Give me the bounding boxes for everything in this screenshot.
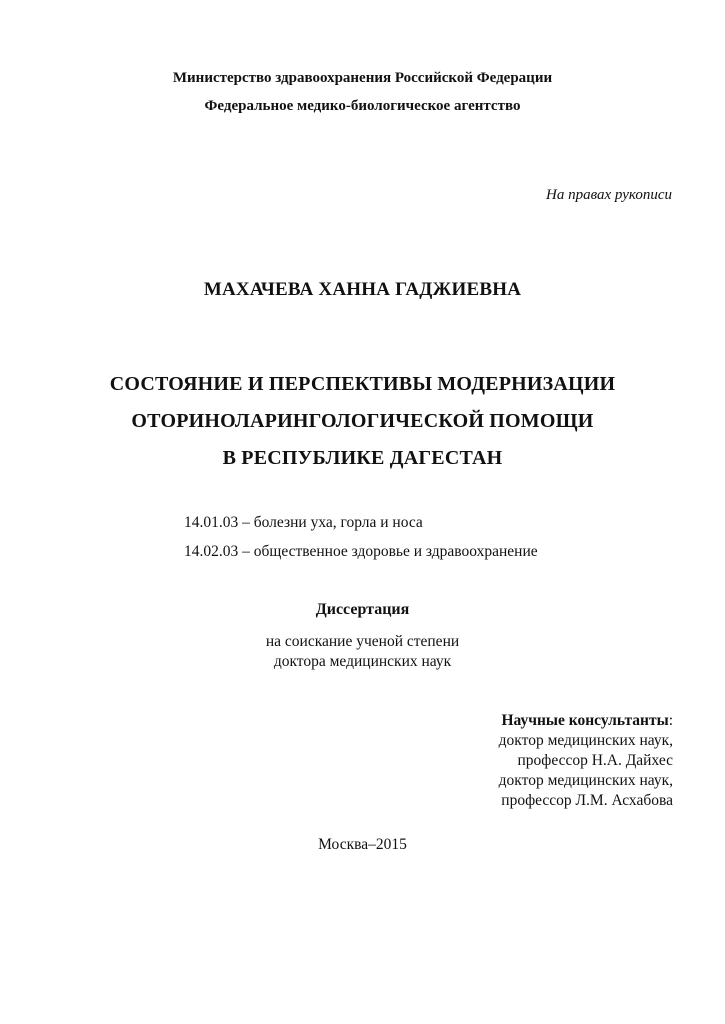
consultant-line: профессор Л.М. Асхабова (501, 792, 673, 809)
rights-note: На правах рукописи (546, 187, 672, 203)
dissertation-label: Диссертация (315, 601, 410, 618)
specialty-code-2: 14.02.03 – общественное здоровье и здравоохранение (184, 543, 538, 560)
ministry-name: Министерство здравоохранения Российской Федерации (172, 70, 553, 86)
title-line-2: ОТОРИНОЛАРИНГОЛОГИЧЕСКОЙ ПОМОЩИ (131, 410, 594, 432)
title-line-3: В РЕСПУБЛИКЕ ДАГЕСТАН (222, 447, 503, 469)
consultants-heading: Научные консультанты (501, 712, 669, 729)
consultants-heading-colon: : (668, 712, 673, 729)
degree-line-1: на соискание ученой степени (265, 633, 460, 650)
specialty-code-1: 14.01.03 – болезни уха, горла и носа (184, 514, 423, 531)
consultant-line: доктор медицинских наук, (498, 772, 673, 789)
consultant-line: профессор Н.А. Дайхес (517, 752, 673, 769)
scientific-consultants (499, 711, 673, 811)
author-name: МАХАЧЕВА ХАННА ГАДЖИЕВНА (203, 279, 522, 300)
city-year: Москва–2015 (318, 836, 407, 853)
consultants-heading-row (499, 711, 673, 731)
title-line-1: СОСТОЯНИЕ И ПЕРСПЕКТИВЫ МОДЕРНИЗАЦИИ (109, 373, 616, 395)
agency-name: Федеральное медико-биологическое агентство (204, 98, 521, 114)
degree-line-2: доктора медицинских наук (273, 653, 452, 670)
consultant-line: доктор медицинских наук, (498, 732, 673, 749)
